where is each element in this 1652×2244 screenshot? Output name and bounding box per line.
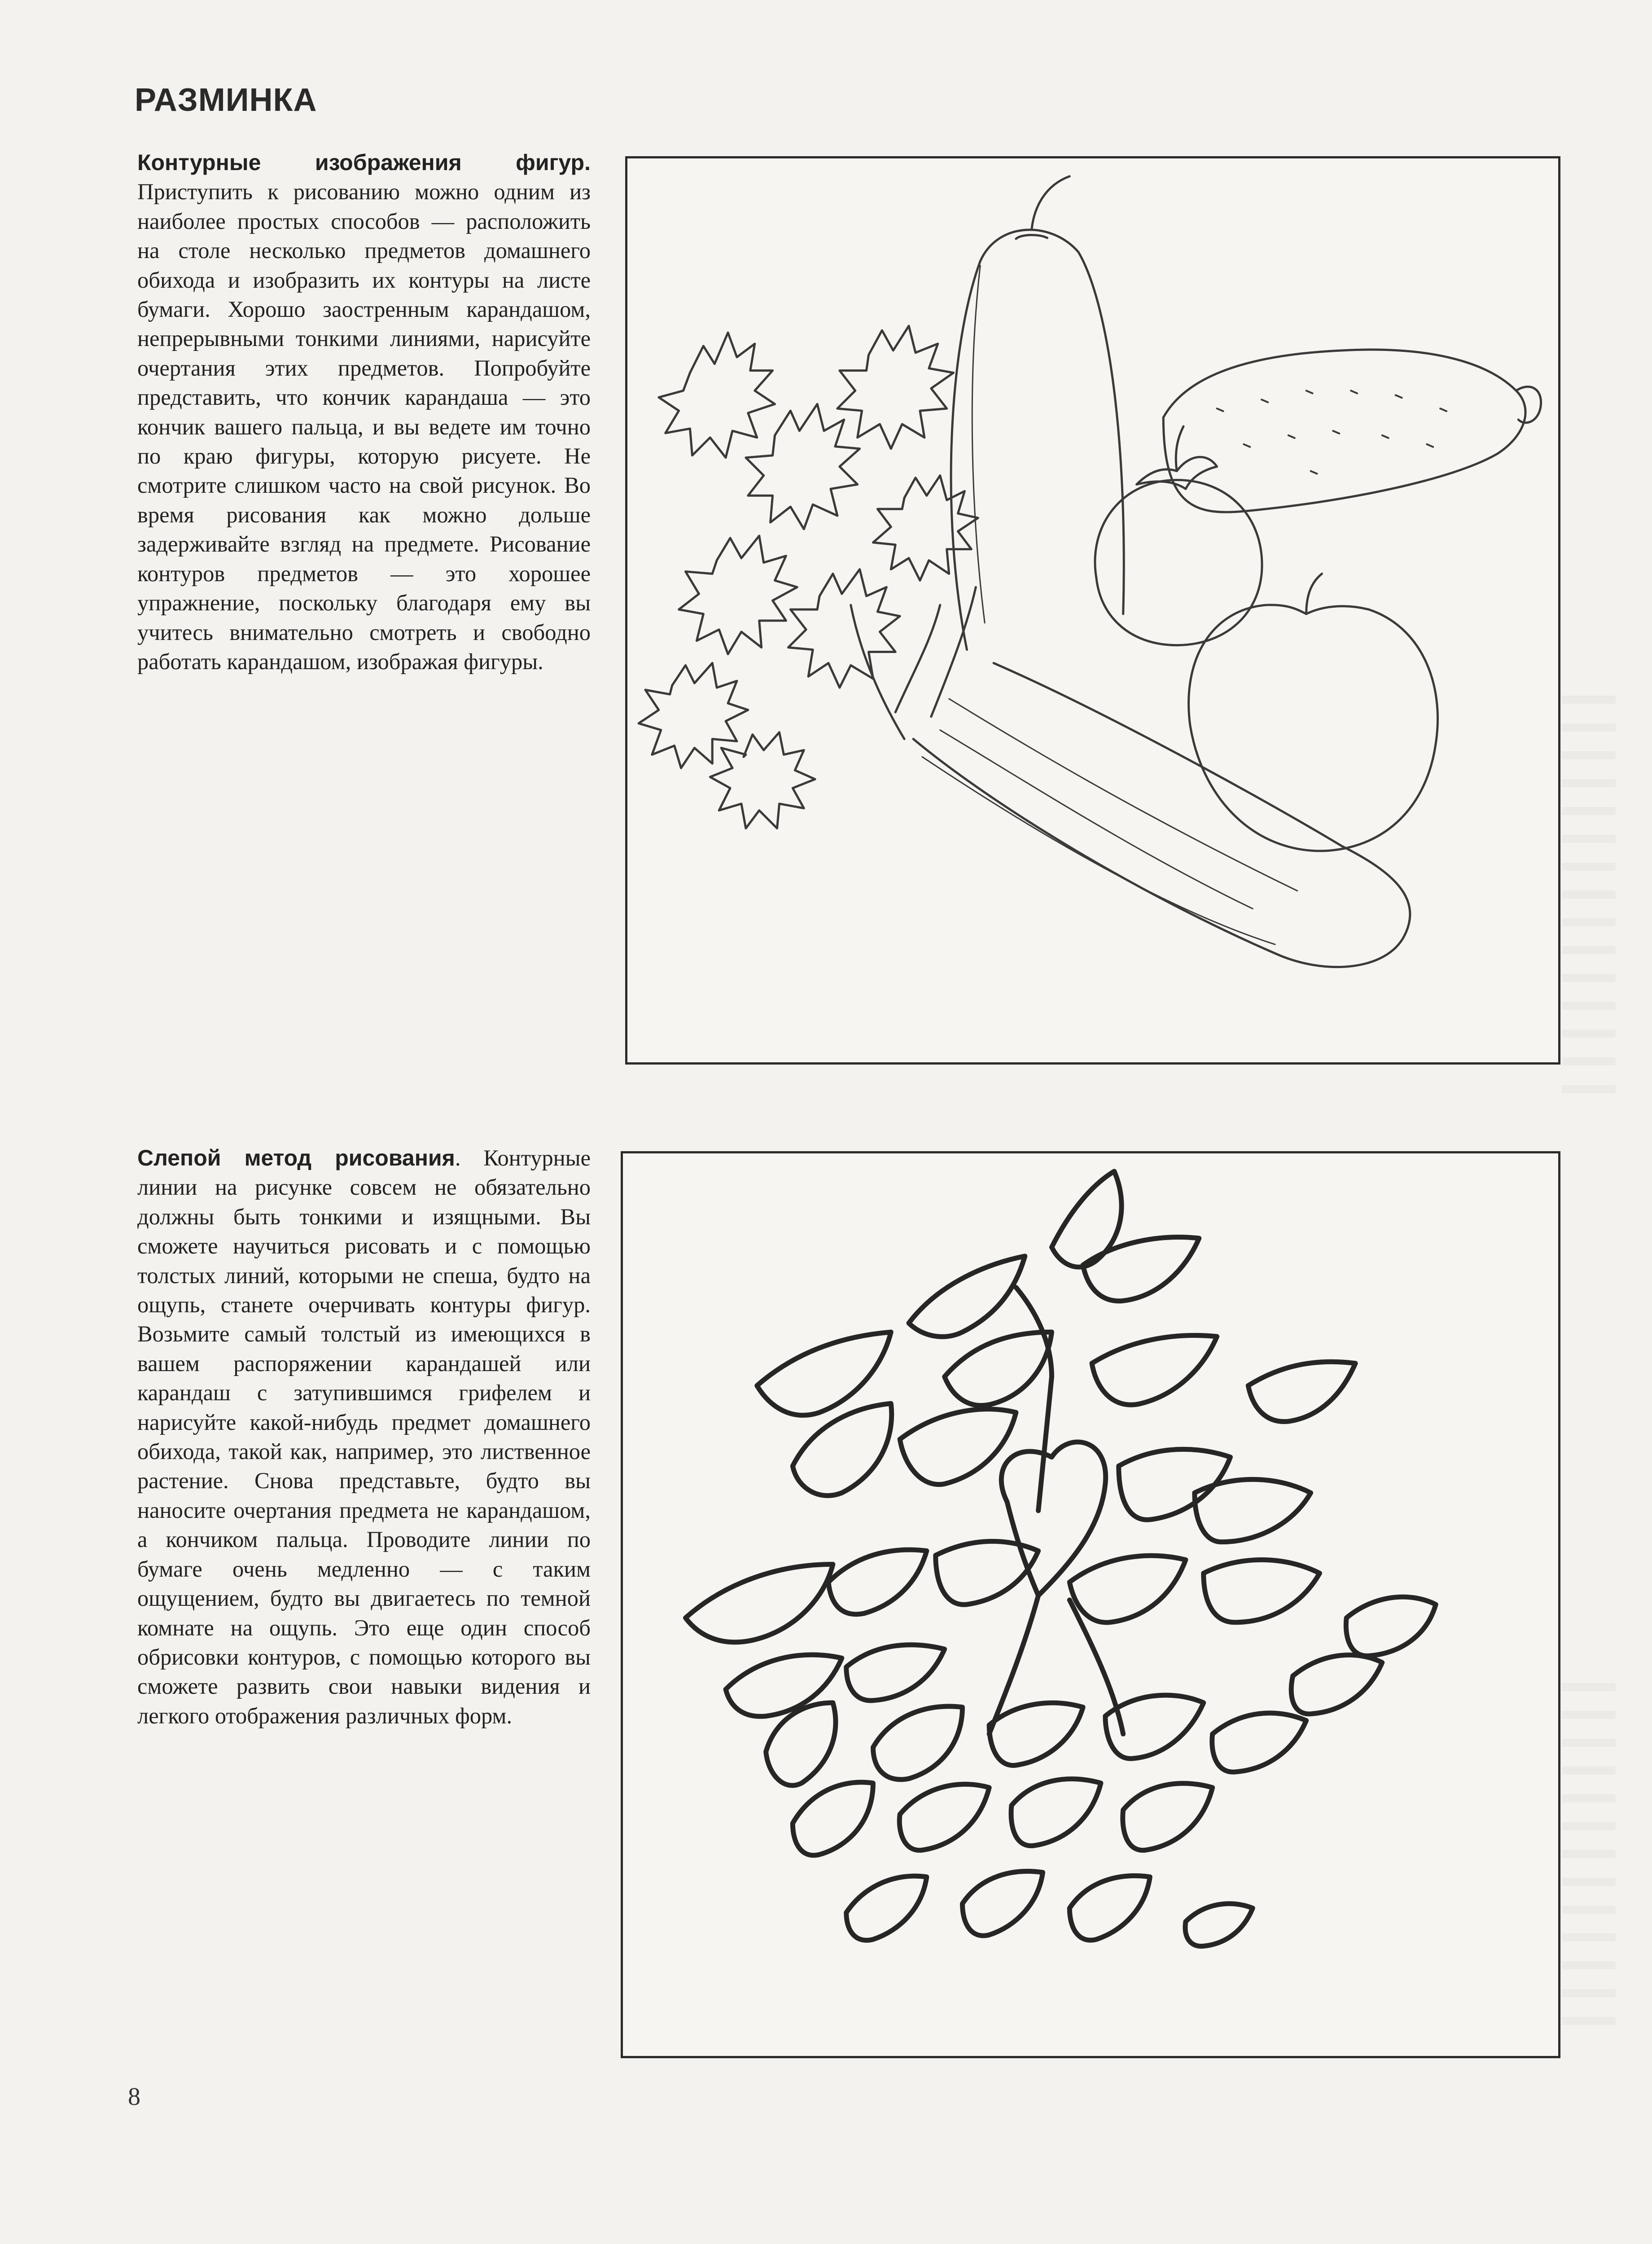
contour-drawing-text: [137, 148, 591, 676]
bleed-through-text: [1562, 1683, 1616, 2042]
bleed-through-heading: [1221, 79, 1231, 119]
leafy-plant-contour-illustration: [621, 1151, 1560, 2058]
bleed-through-text: [1562, 696, 1616, 1100]
blind-drawing-lead: Слепой метод рисования: [137, 1145, 455, 1170]
contour-drawing-lead: Контурные изображения фигур.: [137, 150, 591, 175]
section-title: РАЗМИНКА: [135, 82, 317, 118]
still-life-sketch: [627, 158, 1558, 1062]
blind-drawing-body: . Контурные линии на рисунке совсем не обязательно должны быть тонкими и изящными. Вы сможете научиться рисовать и с помощью толстых линий, которыми не спеша, будто на ощупь, станете очерчивать контуры фигур. Возьмите самый толстый из имеющихся в вашем распоряжении карандашей или карандаш с затупившимся грифелем и нарисуйте какой-нибудь предмет домашнего обихода, такой как, например, это лиственное растение. Снова представьте, будто вы наносите очертания предмета не карандашом, а кончиком пальца. Проводите линии по бумаге очень медленно — с таким ощущением, будто вы двигаетесь по темной комнате на ощупь. Это еще один способ обрисовки контуров, с помощью которого вы сможете развить свои навыки видения и легкого отображения различных форм.: [137, 1145, 591, 1728]
still-life-contour-illustration: [625, 156, 1560, 1065]
page-number: 8: [128, 2083, 140, 2111]
contour-drawing-body: Приступить к рисованию можно одним из наиболее простых способов — расположить на столе несколько предметов домашнего обихода и изобразить их контуры на листе бумаги. Хорошо заостренным карандашом, непрерывными тонкими линиями, нарисуйте очертания этих предметов. Попробуйте представить, что кончик карандаша — это кончик вашего пальца, и вы ведете им точно по краю фигуры, которую рисуете. Не смотрите слишком часто на свой рисунок. Во время рисования как можно дольше задерживайте взгляд на предмете. Рисование контуров предметов — это хорошее упражнение, поскольку благодаря ему вы учитесь внимательно смотреть и свободно работать карандашом, изображая фигуры.: [137, 179, 591, 674]
leafy-plant-sketch: [623, 1153, 1558, 2056]
blind-drawing-text: [137, 1144, 591, 1731]
